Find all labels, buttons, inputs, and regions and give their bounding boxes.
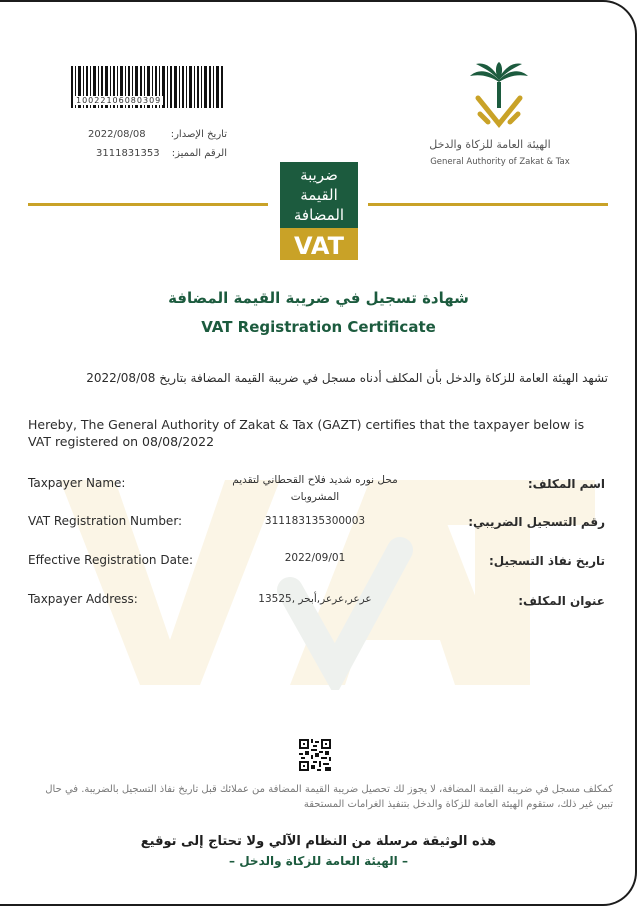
qr-code — [299, 739, 331, 771]
vat-logo — [278, 160, 360, 262]
issue-date-value: 2022/08/08 — [88, 129, 146, 140]
registration-notice: كمكلف مسجل في ضريبة القيمة المضافة، لا يجوز لك تحصيل ضريبة القيمة المضافة من عملائك قبل تاريخ نفاذ التسجيل بالضريبة. في حال تبين غير ذلك، ستقوم الهيئة العامة للزكاة والدخل بتنفيذ الغرامات المستحقة — [45, 784, 613, 810]
taxpayer-address-label: Taxpayer Address: — [28, 592, 138, 606]
taxpayer-address-value: عرعر,عرعر,أبحر ,13525 — [258, 593, 372, 605]
vat-number-value: 311183135300003 — [264, 515, 366, 527]
serial-value: 3111831353 — [96, 148, 160, 159]
vat-number-label: VAT Registration Number: — [28, 514, 183, 528]
divider-left — [28, 203, 268, 206]
vat-logo-mark: VAT — [293, 232, 345, 260]
palm-tree-logo-icon — [466, 62, 532, 132]
title-en: VAT Registration Certificate — [201, 318, 436, 336]
automated-document-note: هذه الوثيقة مرسلة من النظام الآلي ولا تحتاج إلى توقيع — [140, 834, 497, 849]
statement-en: Hereby, The General Authority of Zakat & Tax (GAZT) certifies that the taxpayer below is VAT registered on 08/08/2022 — [28, 417, 585, 449]
statement-ar: تشهد الهيئة العامة للزكاة والدخل بأن المكلف أدناه مسجل في ضريبة القيمة المضافة بتاريخ 2022/08/08 — [86, 371, 608, 385]
authority-name-en: General Authority of Zakat & Tax — [430, 157, 570, 167]
effective-date-label: Effective Registration Date: — [28, 553, 194, 567]
title-ar: شهادة تسجيل في ضريبة القيمة المضافة — [168, 289, 469, 307]
issue-date-label: تاريخ الإصدار: — [170, 129, 227, 140]
vat-logo-line2: القيمة — [300, 186, 338, 204]
taxpayer-name-label-ar: اسم المكلف: — [527, 477, 605, 491]
taxpayer-name-value: محل نوره شديد فلاح القحطاني لتقديم المشروبات — [232, 474, 398, 503]
effective-date-label-ar: تاريخ نفاذ التسجيل: — [488, 554, 605, 568]
vat-logo-line1: ضريبة — [300, 166, 338, 184]
divider-right — [368, 203, 608, 206]
taxpayer-address-label-ar: عنوان المكلف: — [518, 594, 605, 608]
footer-authority: – الهيئة العامة للزكاة والدخل – — [229, 854, 408, 868]
barcode-number: 10022106080309 — [76, 96, 162, 105]
effective-date-value: 2022/09/01 — [284, 552, 346, 564]
taxpayer-name-label: Taxpayer Name: — [28, 476, 126, 490]
serial-label: الرقم المميز: — [171, 148, 227, 159]
vat-logo-line3: المضافة — [293, 206, 345, 224]
authority-name-ar: الهيئة العامة للزكاة والدخل — [429, 138, 551, 151]
vat-number-label-ar: رقم التسجيل الضريبي: — [468, 515, 605, 529]
